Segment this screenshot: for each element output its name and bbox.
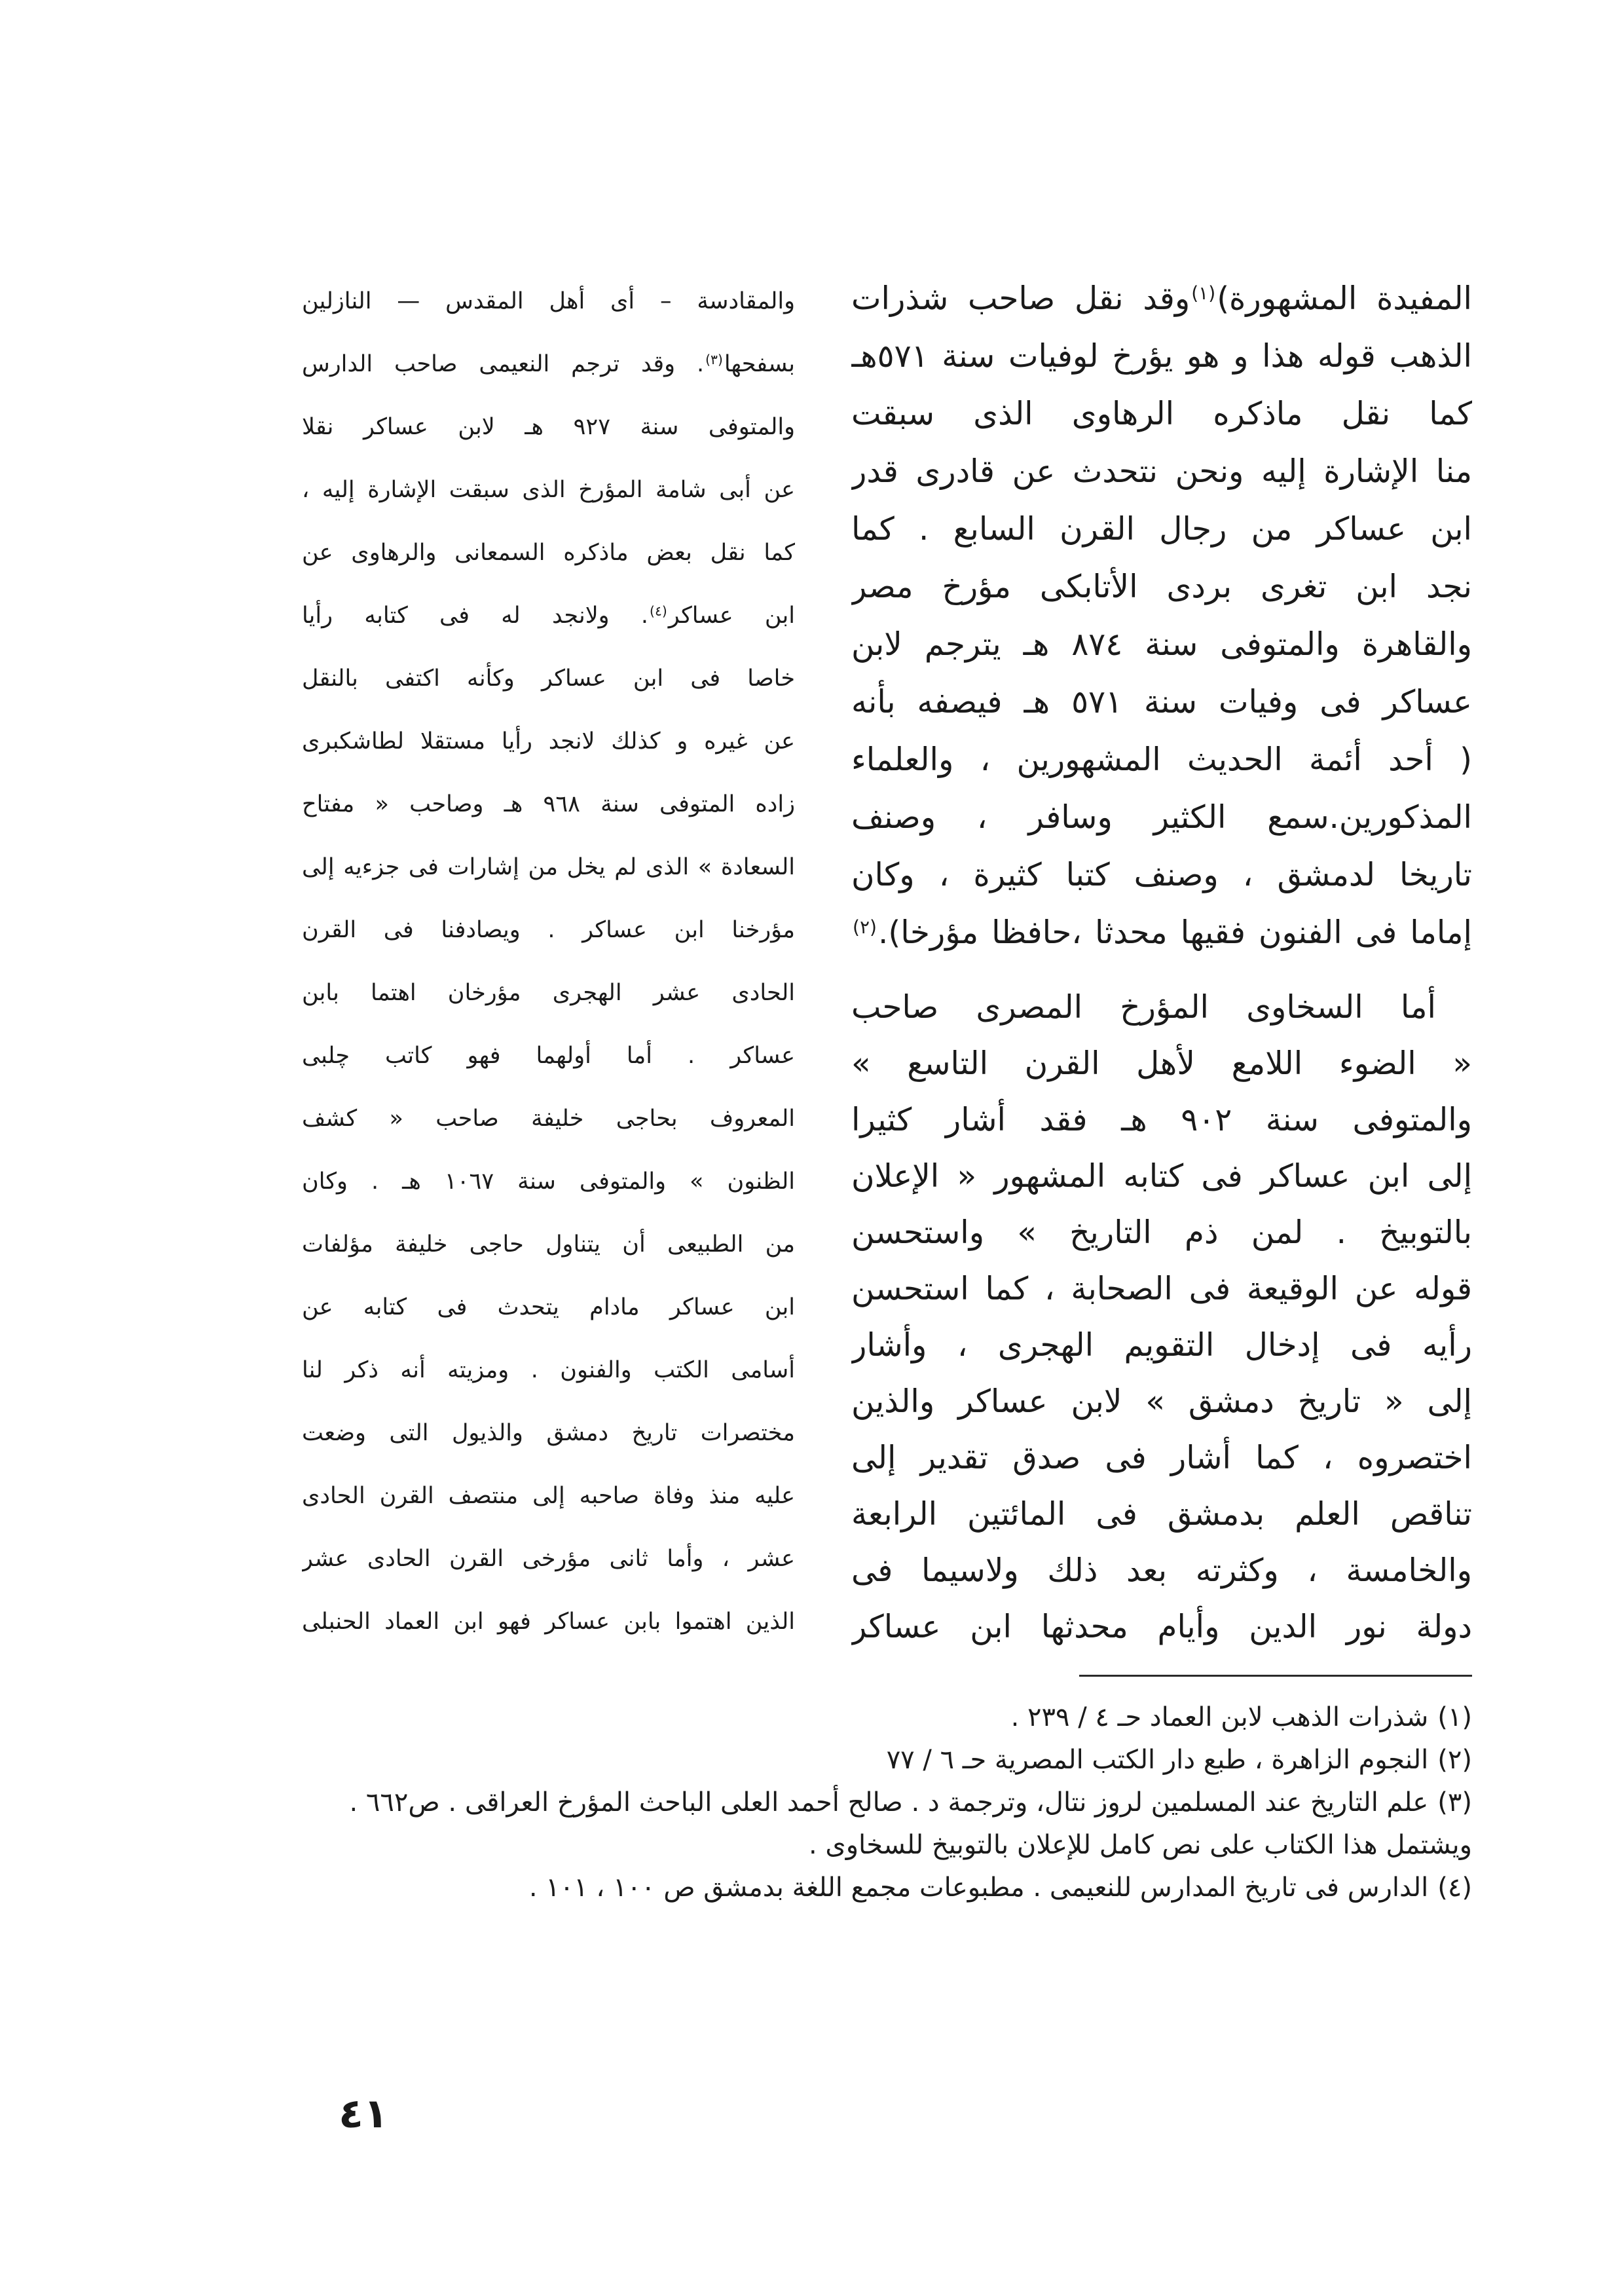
right-column-line-14: « الضوء اللامع لأهل القرن التاسع » bbox=[851, 1045, 1472, 1082]
left-column-line-10: السعادة » الذى لم يخل من إشارات فى جزءيه إلى bbox=[302, 853, 795, 880]
right-column-line-17: بالتوبيخ . لمن ذم التاريخ » واستحسن bbox=[851, 1214, 1472, 1251]
right-column-paragraph-2 bbox=[851, 979, 1472, 1655]
line-text: . وقد ترجم النعيمى صاحب الدارس bbox=[302, 350, 705, 377]
footnote-2 bbox=[302, 1739, 1472, 1782]
line-text: إماما فى الفنون فقيها محدثا ،حافظا مؤرخا). bbox=[877, 914, 1472, 951]
line-text: المفيدة المشهورة) bbox=[1217, 280, 1472, 317]
right-column-line-4: منا الإشارة إليه ونحن نتحدث عن قادرى قدر bbox=[851, 453, 1472, 490]
footnote-3-continuation: ويشتمل هذا الكتاب على نص كامل للإعلان بالتوبيخ للسخاوى . bbox=[809, 1830, 1472, 1860]
footnote-label: (٣) bbox=[1437, 1787, 1472, 1818]
right-column-line-10: المذكورين.سمع الكثير وسافر ، وصنف bbox=[851, 799, 1472, 836]
right-column-line-9: ( أحد أئمة الحديث المشهورين ، والعلماء bbox=[851, 741, 1472, 778]
footnotes bbox=[302, 1696, 1472, 1909]
left-column-line-8: عن غيره و كذلك لانجد رأيا مستقلا لطاشكبرى bbox=[302, 728, 795, 755]
right-column-line-2: الذهب قوله هذا و هو يؤرخ لوفيات سنة ٥٧١هـ bbox=[851, 338, 1472, 375]
right-column-line-21: اختصروه ، كما أشار فى صدق تقدير إلى bbox=[851, 1440, 1472, 1476]
footnote-reference-1: (١) bbox=[1191, 282, 1216, 304]
right-column-line-18: قوله عن الوقيعة فى الصحابة ، كما استحسن bbox=[851, 1271, 1472, 1307]
footnote-separator bbox=[1079, 1675, 1472, 1677]
right-column-line-24: دولة نور الدين وأيام محدثها ابن عساكر bbox=[851, 1609, 1472, 1645]
right-column-line-12 bbox=[851, 904, 1472, 961]
left-column bbox=[302, 270, 795, 1653]
right-column-line-16: إلى ابن عساكر فى كتابه المشهور « الإعلان bbox=[851, 1158, 1472, 1195]
left-column-line-3: والمتوفى سنة ٩٢٧ هـ لابن عساكر نقلا bbox=[302, 413, 795, 440]
footnote-reference-4: (٤) bbox=[650, 603, 667, 619]
footnote-label: (٢) bbox=[1437, 1745, 1472, 1775]
right-column-line-22: تناقص العلم بدمشق فى المائتين الرابعة bbox=[851, 1496, 1472, 1533]
footnote-text: شذرات الذهب لابن العماد حـ ٤ / ٢٣٩ . bbox=[1010, 1702, 1429, 1732]
footnote-label: (٤) bbox=[1437, 1873, 1472, 1903]
footnote-text: النجوم الزاهرة ، طبع دار الكتب المصرية حـ ٦ / ٧٧ bbox=[886, 1745, 1429, 1775]
left-column-line-5: كما نقل بعض ماذكره السمعانى والرهاوى عن bbox=[302, 539, 795, 566]
left-column-line-2 bbox=[302, 333, 795, 396]
right-column-line-20: إلى « تاريخ دمشق » لابن عساكر والذين bbox=[851, 1383, 1472, 1420]
right-column-line-7: والقاهرة والمتوفى سنة ٨٧٤ هـ يترجم لابن bbox=[851, 626, 1472, 663]
footnote-reference-2: (٢) bbox=[853, 916, 877, 938]
left-column-line-14: المعروف بحاجى خليفة صاحب « كشف bbox=[302, 1105, 795, 1132]
left-column-line-21: عشر ، وأما ثانى مؤرخى القرن الحادى عشر bbox=[302, 1545, 795, 1572]
right-column-line-8: عساكر فى وفيات سنة ٥٧١ هـ فيصفه بأنه bbox=[851, 684, 1472, 720]
right-column-line-6: نجد ابن تغرى بردى الأتابكى مؤرخ مصر bbox=[851, 569, 1472, 605]
right-column-line-13: أما السخاوى المؤرخ المصرى صاحب bbox=[851, 989, 1436, 1026]
left-column-line-18: أسامى الكتب والفنون . ومزيته أنه ذكر لنا bbox=[302, 1356, 795, 1383]
right-column-line-3: كما نقل ماذكره الرهاوى الذى سبقت bbox=[851, 396, 1472, 432]
left-column-line-4: عن أبى شامة المؤرخ الذى سبقت الإشارة إليه ، bbox=[302, 476, 795, 503]
footnote-text: علم التاريخ عند المسلمين لروز نتال، وترجمة د . صالح أحمد العلى الباحث المؤرخ العراقى . ص٦٦٢ . bbox=[349, 1787, 1429, 1818]
right-column-line-23: والخامسة ، وكثرته بعد ذلك ولاسيما فى bbox=[851, 1552, 1472, 1589]
footnote-1 bbox=[302, 1696, 1472, 1739]
right-column-line-19: رأيه فى إدخال التقويم الهجرى ، وأشار bbox=[851, 1327, 1472, 1364]
right-column-paragraph-1 bbox=[851, 270, 1472, 961]
left-column-line-16: من الطبيعى أن يتناول حاجى خليفة مؤلفات bbox=[302, 1231, 795, 1258]
line-text: ابن عساكر bbox=[668, 602, 795, 629]
line-text: وقد نقل صاحب شذرات bbox=[851, 280, 1190, 317]
right-column-line-5: ابن عساكر من رجال القرن السابع . كما bbox=[851, 511, 1472, 548]
left-column-line-15: الظنون » والمتوفى سنة ١٠٦٧ هـ . وكان bbox=[302, 1168, 795, 1195]
left-column-line-19: مختصرات تاريخ دمشق والذيول التى وضعت bbox=[302, 1419, 795, 1446]
line-text: . ولانجد له فى كتابه رأيا bbox=[302, 602, 648, 629]
left-column-line-6 bbox=[302, 584, 795, 647]
left-column-line-9: زاده المتوفى سنة ٩٦٨ هـ وصاحب « مفتاح bbox=[302, 791, 795, 817]
line-text: بسفحها bbox=[724, 350, 795, 377]
left-column-line-11: مؤرخنا ابن عساكر . ويصادفنا فى القرن bbox=[302, 916, 795, 943]
footnote-text: الدارس فى تاريخ المدارس للنعيمى . مطبوعات مجمع اللغة بدمشق ص ١٠٠ ، ١٠١ . bbox=[528, 1873, 1429, 1903]
left-column-line-22: الذين اهتموا بابن عساكر فهو ابن العماد الحنبلى bbox=[302, 1608, 795, 1635]
right-column bbox=[851, 270, 1472, 1655]
footnote-3 bbox=[302, 1782, 1472, 1824]
left-column-line-17: ابن عساكر مادام يتحدث فى كتابه عن bbox=[302, 1294, 795, 1320]
page-number: ٤١ bbox=[339, 2089, 388, 2137]
left-column-line-12: الحادى عشر الهجرى مؤرخان اهتما بابن bbox=[302, 979, 795, 1006]
footnote-4 bbox=[302, 1867, 1472, 1909]
footnote-reference-3: (٣) bbox=[705, 351, 723, 367]
right-column-line-11: تاريخا لدمشق ، وصنف كتبا كثيرة ، وكان bbox=[851, 857, 1472, 893]
left-column-line-13: عساكر . أما أولهما فهو كاتب چلبى bbox=[302, 1042, 795, 1069]
left-column-line-7: خاصا فى ابن عساكر وكأنه اكتفى بالنقل bbox=[302, 665, 795, 692]
right-column-line-15: والمتوفى سنة ٩٠٢ هـ فقد أشار كثيرا bbox=[851, 1102, 1472, 1138]
right-column-line-1 bbox=[851, 270, 1472, 327]
footnote-label: (١) bbox=[1437, 1702, 1472, 1732]
left-column-line-1: والمقادسة – أى أهل المقدس — النازلين bbox=[302, 288, 795, 314]
left-column-line-20: عليه منذ وفاة صاحبه إلى منتصف القرن الحادى bbox=[302, 1482, 795, 1509]
